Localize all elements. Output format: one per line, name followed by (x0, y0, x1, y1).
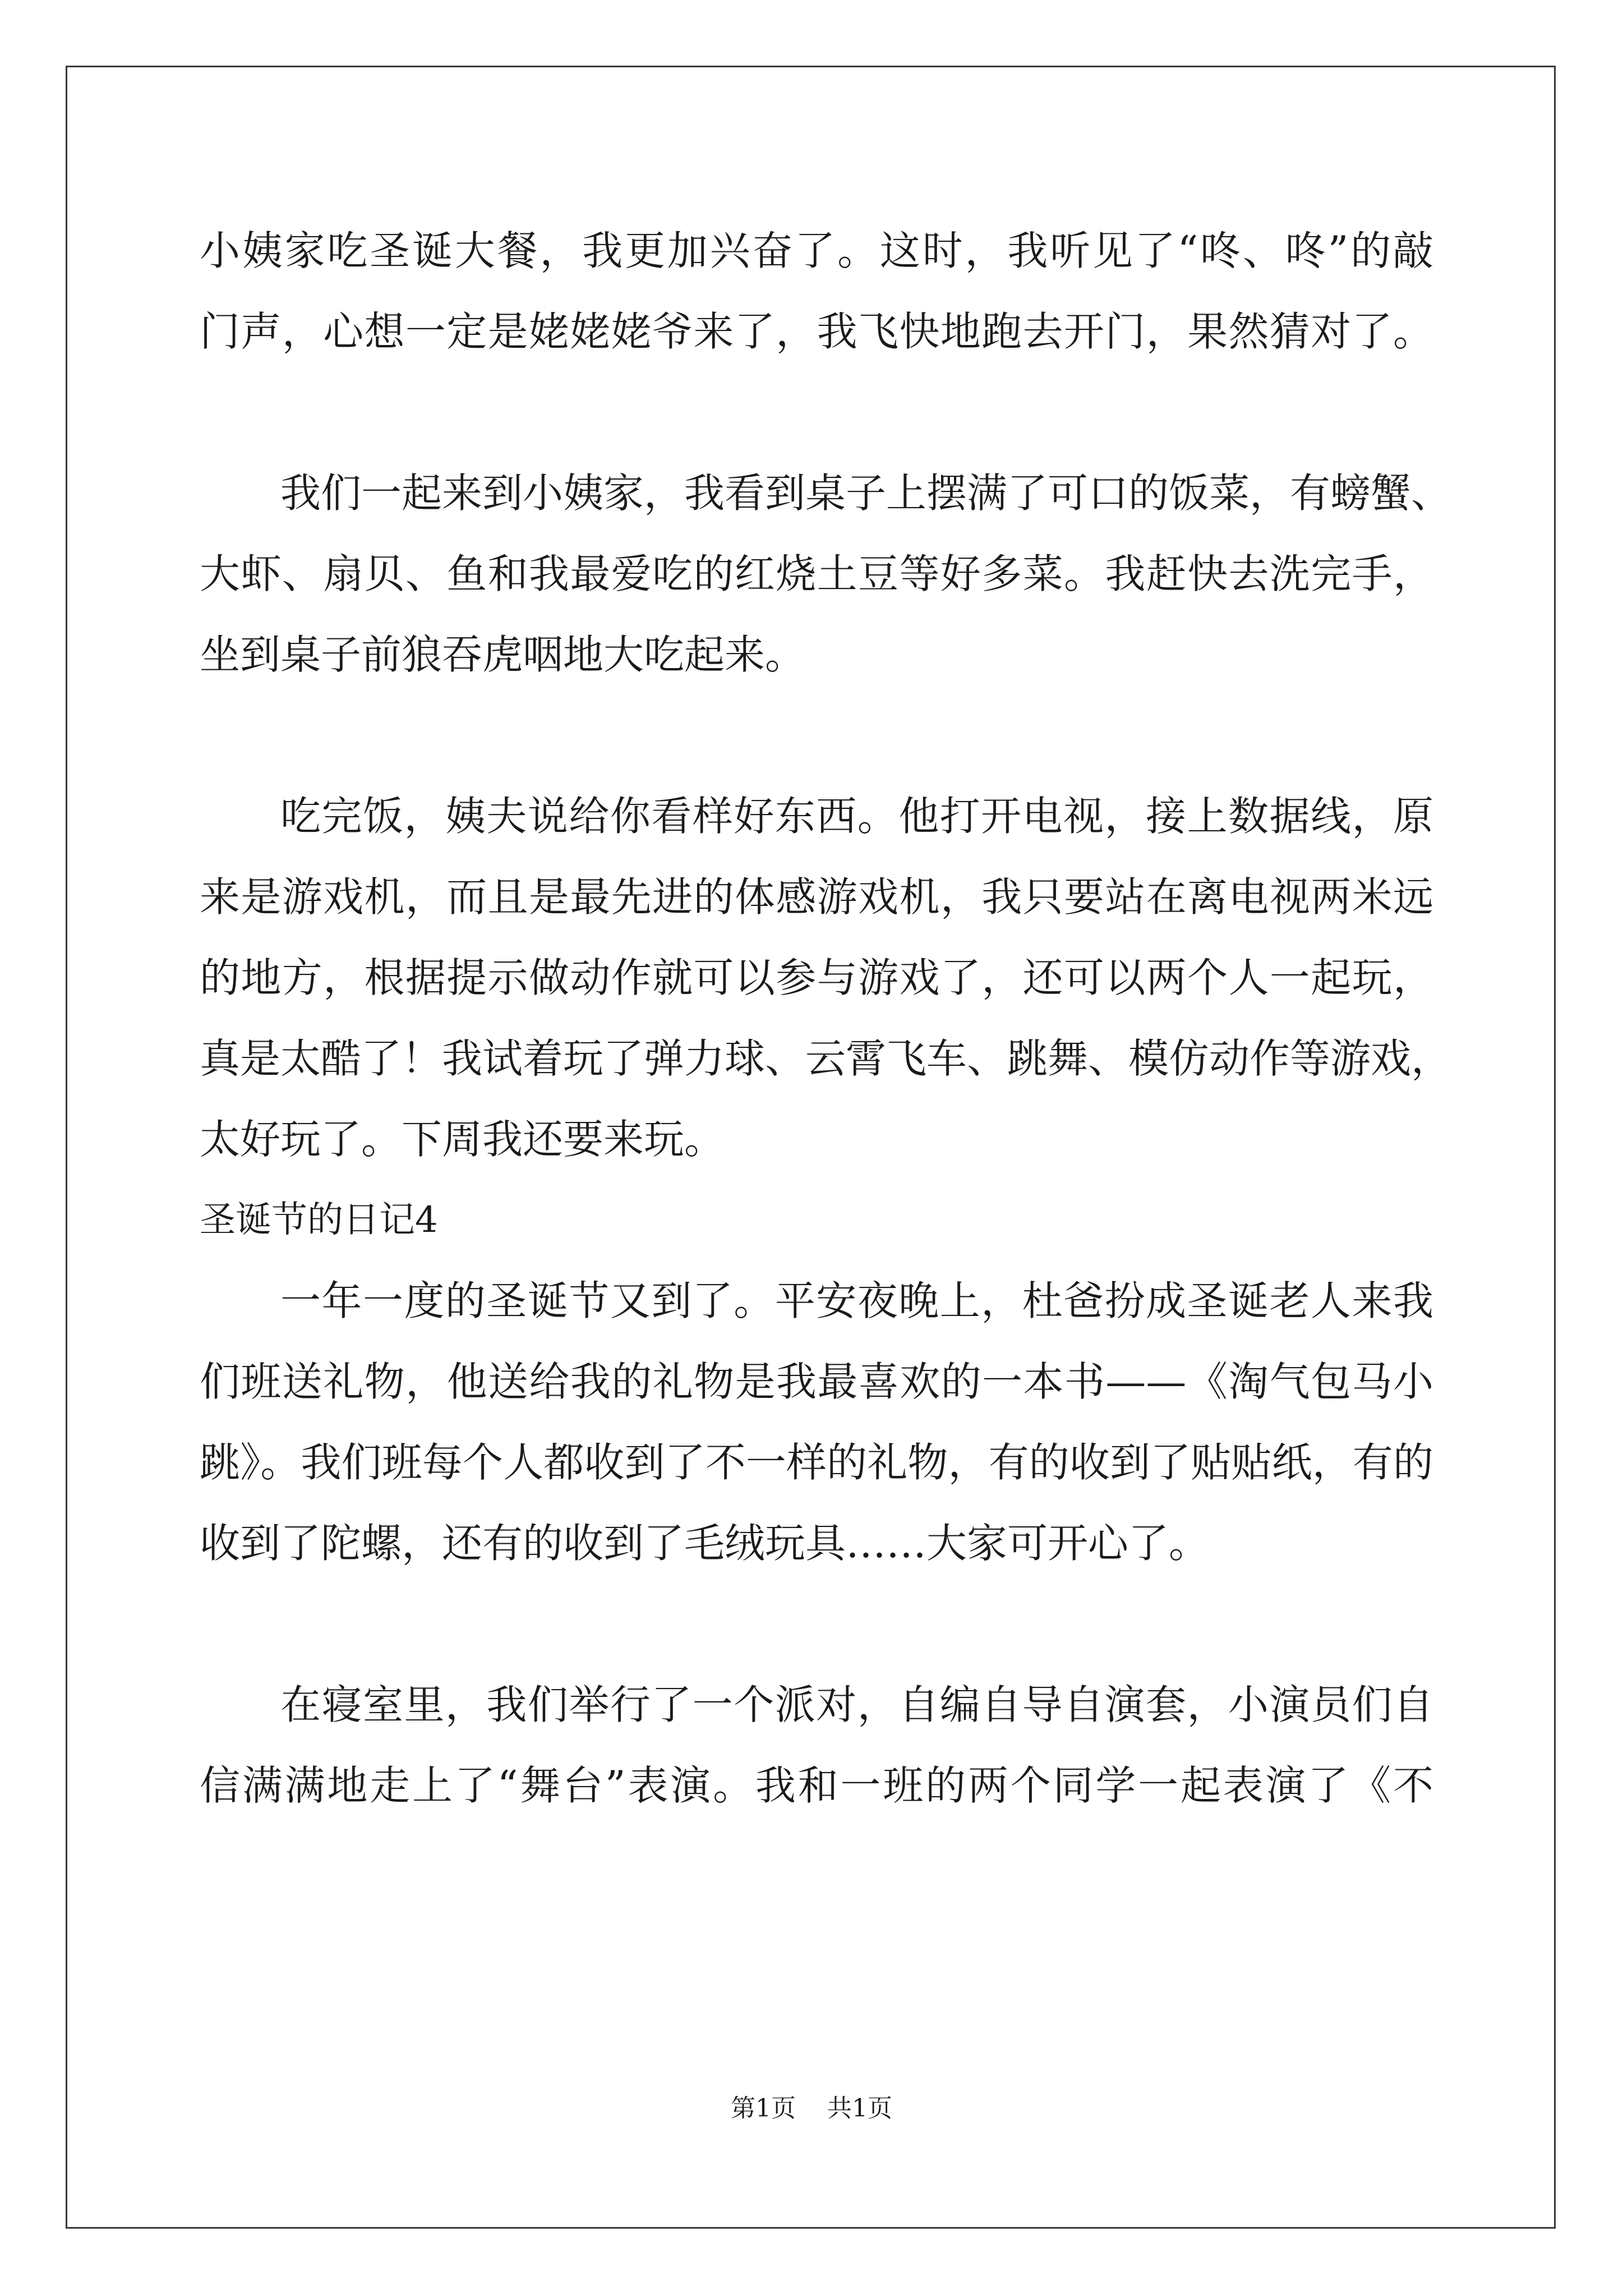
paragraph-line: 来是游戏机，而且是最先进的体感游戏机，我只要站在离电视两米远 (200, 873, 1433, 921)
page-footer (0, 2088, 1623, 2124)
paragraph-line: 我们一起来到小姨家，我看到桌子上摆满了可口的饭菜，有螃蟹、 (280, 470, 1452, 517)
paragraph-line: 信满满地走上了“舞台”表演。我和一班的两个同学一起表演了《不 (200, 1762, 1433, 1809)
paragraph-line: 真是太酷了！我试着玩了弹力球、云霄飞车、跳舞、模仿动作等游戏， (200, 1035, 1452, 1082)
paragraph-line: 小姨家吃圣诞大餐，我更加兴奋了。这时，我听见了“咚、咚”的敲 (200, 227, 1433, 274)
paragraph-line: 门声，心想一定是姥姥姥爷来了，我飞快地跑去开门，果然猜对了。 (200, 308, 1433, 355)
paragraph-line: 跳》。我们班每个人都收到了不一样的礼物，有的收到了贴贴纸，有的 (200, 1439, 1433, 1486)
paragraph-gap (200, 372, 1433, 453)
paragraph-line: 吃完饭，姨夫说给你看样好东西。他打开电视，接上数据线，原 (280, 793, 1433, 840)
paragraph-line: 坐到桌子前狼吞虎咽地大吃起来。 (200, 631, 806, 678)
paragraph-line: 大虾、扇贝、鱼和我最爱吃的红烧土豆等好多菜。我赶快去洗完手， (200, 550, 1433, 597)
paragraph-line: 的地方，根据提示做动作就可以参与游戏了，还可以两个人一起玩， (200, 954, 1433, 1001)
document-body (200, 210, 1452, 1826)
paragraph-line: 收到了陀螺，还有的收到了毛绒玩具……大家可开心了。 (200, 1520, 1210, 1567)
paragraph-line: 太好玩了。下周我还要来玩。 (200, 1116, 725, 1163)
section-heading: 圣诞节的日记4 (200, 1199, 438, 1241)
page-total: 共1页 (827, 2094, 892, 2123)
paragraph-gap (200, 695, 1433, 776)
paragraph-line: 们班送礼物，他送给我的礼物是我最喜欢的一本书——《淘气包马小 (200, 1358, 1433, 1405)
page-number: 第1页 (731, 2094, 796, 2123)
paragraph-line: 一年一度的圣诞节又到了。平安夜晚上，杜爸扮成圣诞老人来我 (280, 1277, 1433, 1324)
paragraph-line: 在寝室里，我们举行了一个派对，自编自导自演套，小演员们自 (280, 1681, 1433, 1728)
paragraph-gap (200, 1584, 1433, 1664)
